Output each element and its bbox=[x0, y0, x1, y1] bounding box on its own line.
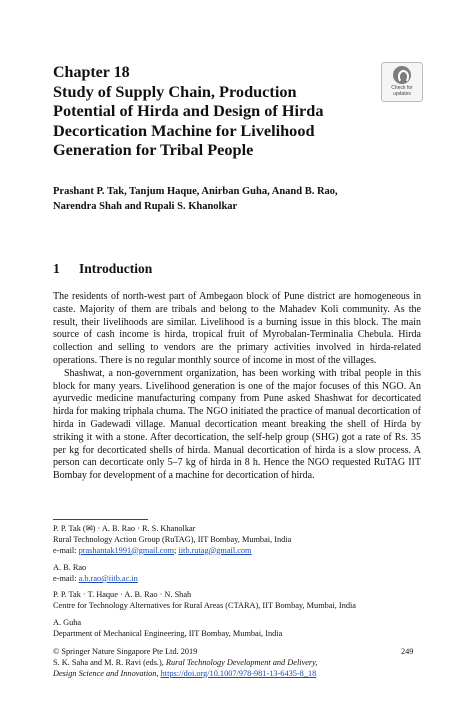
publication-footer bbox=[53, 647, 423, 679]
email-link[interactable]: prashantak1991@gmail.com bbox=[78, 545, 175, 555]
email-link[interactable]: a.b.rao@iitb.ac.in bbox=[78, 573, 138, 583]
affiliation-block bbox=[53, 618, 433, 640]
affiliation-names: P. P. Tak (✉) · A. B. Rao · R. S. Khanolkar bbox=[53, 524, 196, 533]
doi-link[interactable]: https://doi.org/10.1007/978-981-13-6435-8_18 bbox=[160, 668, 317, 678]
affiliation-block bbox=[53, 590, 433, 612]
author-line: Narendra Shah and Rupali S. Khanolkar bbox=[53, 201, 238, 212]
affiliation-email-line: e-mail: prashantak1991@gmail.com; iitb.rutag@gmail.com bbox=[53, 545, 252, 555]
check-for-updates-badge[interactable] bbox=[381, 62, 423, 102]
editors: S. K. Saha and M. R. Ravi (eds.), bbox=[53, 657, 166, 667]
book-title: Rural Technology Development and Delivery, bbox=[165, 657, 318, 667]
citation-line bbox=[53, 658, 423, 669]
badge-text-line: Check for bbox=[391, 85, 413, 91]
footnote-divider bbox=[53, 519, 148, 520]
email-label: e-mail: bbox=[53, 545, 79, 555]
paragraph: Shashwat, a non-government organization, has been working with tribal people in this block for many years. Livelihood generation is one of the major focuses of this NGO. An ayurvedic medicine manufacturing company from Pune asked Shashwat for decorticated hirda for making triphala chuma. The NGO initiated the practice of manual decortication of hirda in Gadewadi village. Manual decortication meant breaking the shell of Hirda by striking it with a stone. After decortication, the self-help group (SHG) got a rate of Rs. 35 per kg for decorticated shells of hirda. Manual decortication of hirda is a slow process. A person can decorticate only 5–7 kg of hirda in 8 h. Hence the NGO requested RuTAG IIT Bombay for development of a machine for decortication of hirda. bbox=[53, 367, 421, 482]
affiliation-block bbox=[53, 524, 433, 556]
paragraph: The residents of north-west part of Ambegaon block of Pune district are homogeneous in caste. Majority of them are tribals and belong to the Mahadev Koli community. As the result, their livelihoods are similar. Livelihood is a burning issue in this block. The main source of cash income is hirda, tropical fruit of Myrobalan-Terminalia Chebula. Hirda collection and selling to vendors are the primary activities involved in hirda-related operations. There is no regular monthly source of income in most of the villages. bbox=[53, 291, 421, 366]
affiliation-names: A. B. Rao bbox=[53, 563, 87, 572]
body-text bbox=[53, 291, 421, 483]
affiliation-names: A. Guha bbox=[53, 618, 82, 627]
email-link[interactable]: iitb.rutag@gmail.com bbox=[178, 545, 252, 555]
citation-line: Design Science and Innovation, https://doi.org/10.1007/978-981-13-6435-8_18 bbox=[53, 668, 317, 678]
bookmark-icon bbox=[393, 66, 411, 84]
affiliation-org: Department of Mechanical Engineering, IIT Bombay, Mumbai, India bbox=[53, 628, 283, 638]
title-line: Potential of Hirda and Design of Hirda bbox=[53, 101, 324, 121]
author-list bbox=[53, 184, 423, 214]
chapter-title bbox=[53, 82, 373, 159]
copyright-line: © Springer Nature Singapore Pte Ltd. 2019 bbox=[53, 647, 198, 656]
section-heading bbox=[53, 261, 152, 277]
affiliation-org: Centre for Technology Alternatives for Rural Areas (CTARA), IIT Bombay, Mumbai, India bbox=[53, 600, 356, 610]
affiliation-block bbox=[53, 563, 433, 585]
email-label: e-mail: bbox=[53, 573, 79, 583]
chapter-label: Chapter 18 bbox=[53, 64, 130, 81]
affiliation-email-line bbox=[53, 574, 433, 585]
book-series: Design Science and Innovation bbox=[53, 668, 157, 678]
badge-text-line: updates bbox=[393, 90, 411, 97]
badge-text bbox=[382, 86, 422, 97]
page-number: 249 bbox=[401, 647, 414, 656]
affiliation-names: P. P. Tak · T. Haque · A. B. Rao · N. Shah bbox=[53, 590, 192, 599]
title-line: Decortication Machine for Livelihood bbox=[53, 120, 315, 140]
section-title: Introduction bbox=[79, 261, 153, 276]
title-line: Generation for Tribal People bbox=[53, 139, 254, 159]
affiliation-org: Rural Technology Action Group (RuTAG), IIT Bombay, Mumbai, India bbox=[53, 534, 292, 544]
author-line: Prashant P. Tak, Tanjum Haque, Anirban Guha, Anand B. Rao, bbox=[53, 186, 338, 197]
title-line: Study of Supply Chain, Production bbox=[53, 82, 297, 101]
section-number: 1 bbox=[53, 261, 60, 276]
